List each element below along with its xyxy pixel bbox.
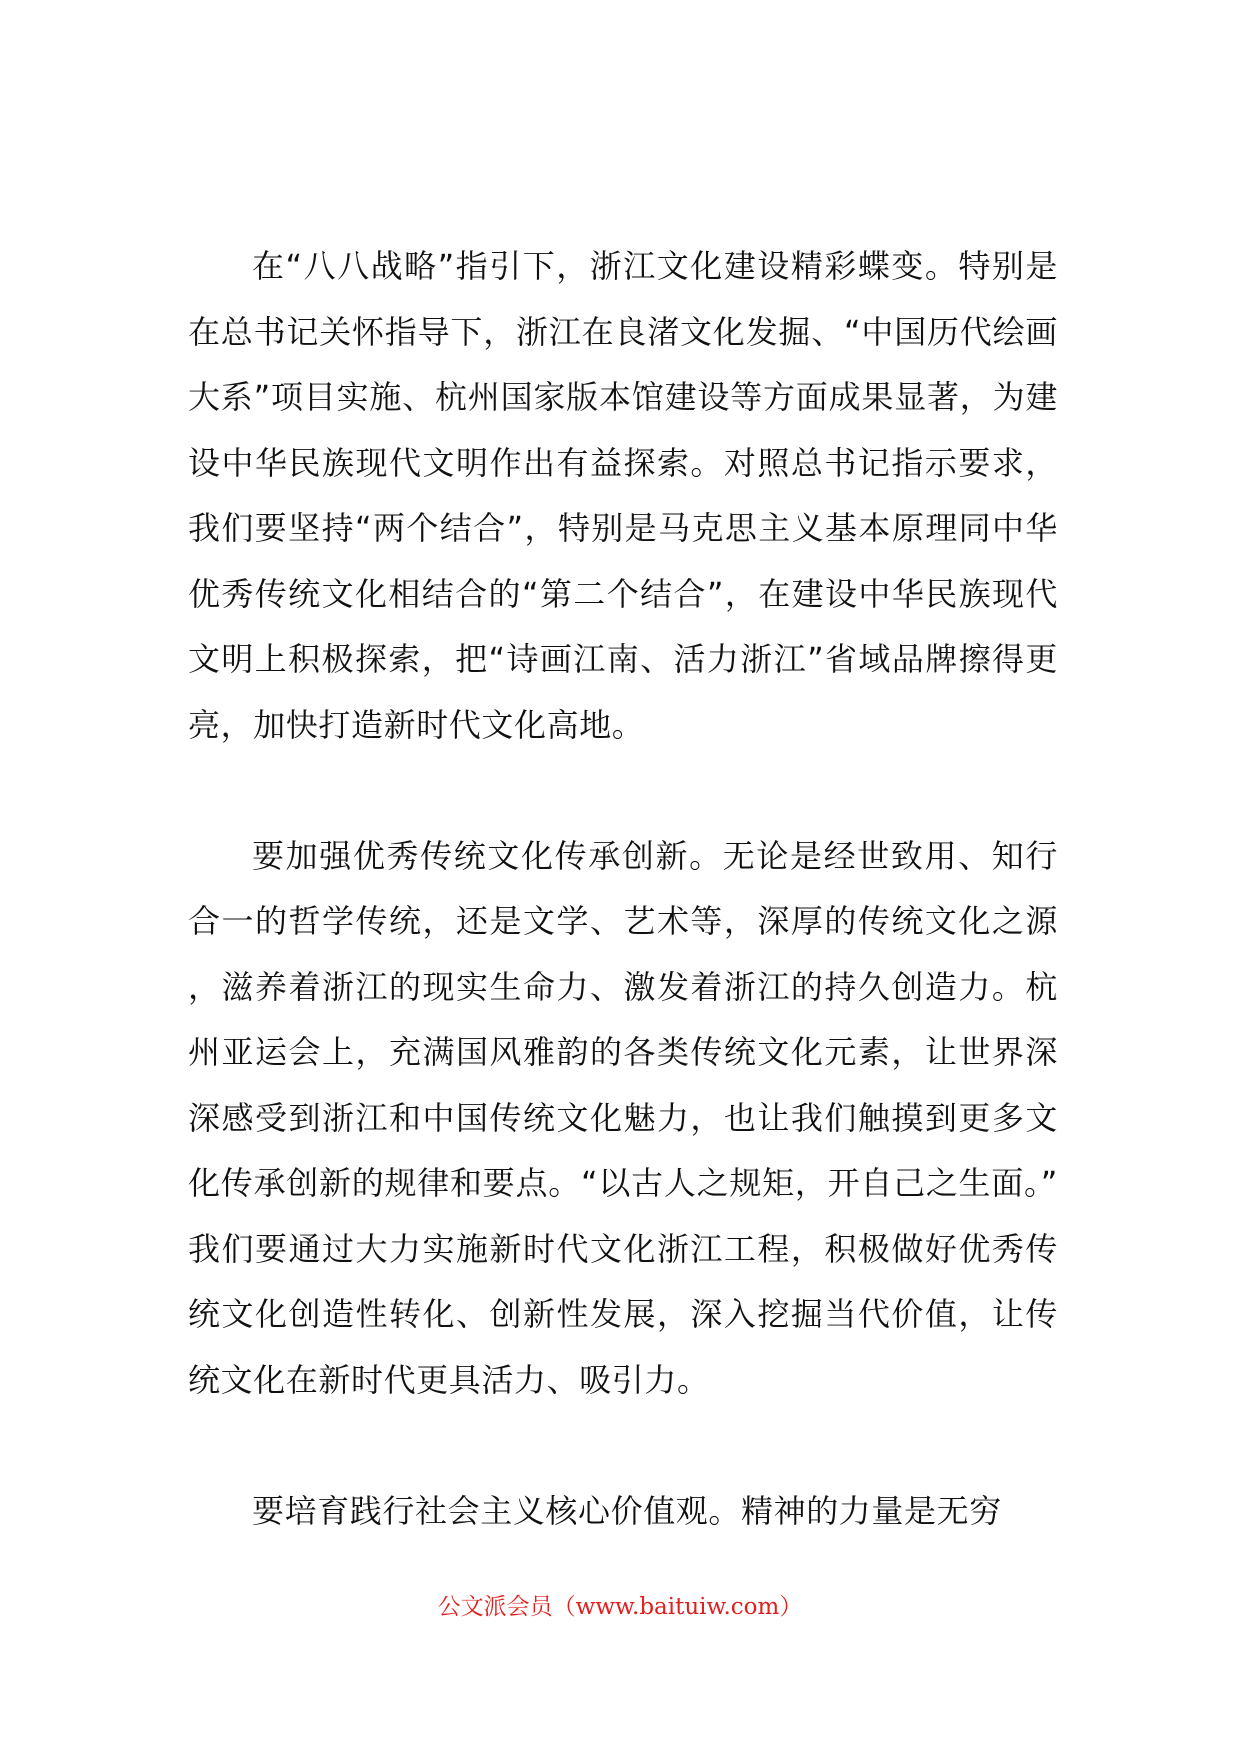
document-body (188, 234, 1058, 1544)
paragraph-2: 要加强优秀传统文化传承创新。无论是经世致用、知行合一的哲学传统，还是文学、艺术等，深厚的传统文化之源，滋养着浙江的现实生命力、激发着浙江的持久创造力。杭州亚运会上，充满国风雅韵的各类传统文化元素，让世界深深感受到浙江和中国传统文化魅力，也让我们触摸到更多文化传承创新的规律和要点。“以古人之规矩，开自己之生面。”我们要通过大力实施新时代文化浙江工程，积极做好优秀传统文化创造性转化、创新性发展，深入挖掘当代价值，让传统文化在新时代更具活力、吸引力。 (188, 836, 1058, 1399)
footer-watermark-text: 公文派会员（www.baituiw.com） (437, 1594, 803, 1620)
paragraph-3: 要培育践行社会主义核心价值观。精神的力量是无穷 (252, 1491, 1002, 1530)
paragraph-1: 在“八八战略”指引下，浙江文化建设精彩蝶变。特别是在总书记关怀指导下，浙江在良渚文化发掘、“中国历代绘画大系”项目实施、杭州国家版本馆建设等方面成果显著，为建设中华民族现代文明作出有益探索。对照总书记指示要求，我们要坚持“两个结合”，特别是马克思主义基本原理同中华优秀传统文化相结合的“第二个结合”，在建设中华民族现代文明上积极探索，把“诗画江南、活力浙江”省域品牌擦得更亮，加快打造新时代文化高地。 (188, 247, 1058, 744)
